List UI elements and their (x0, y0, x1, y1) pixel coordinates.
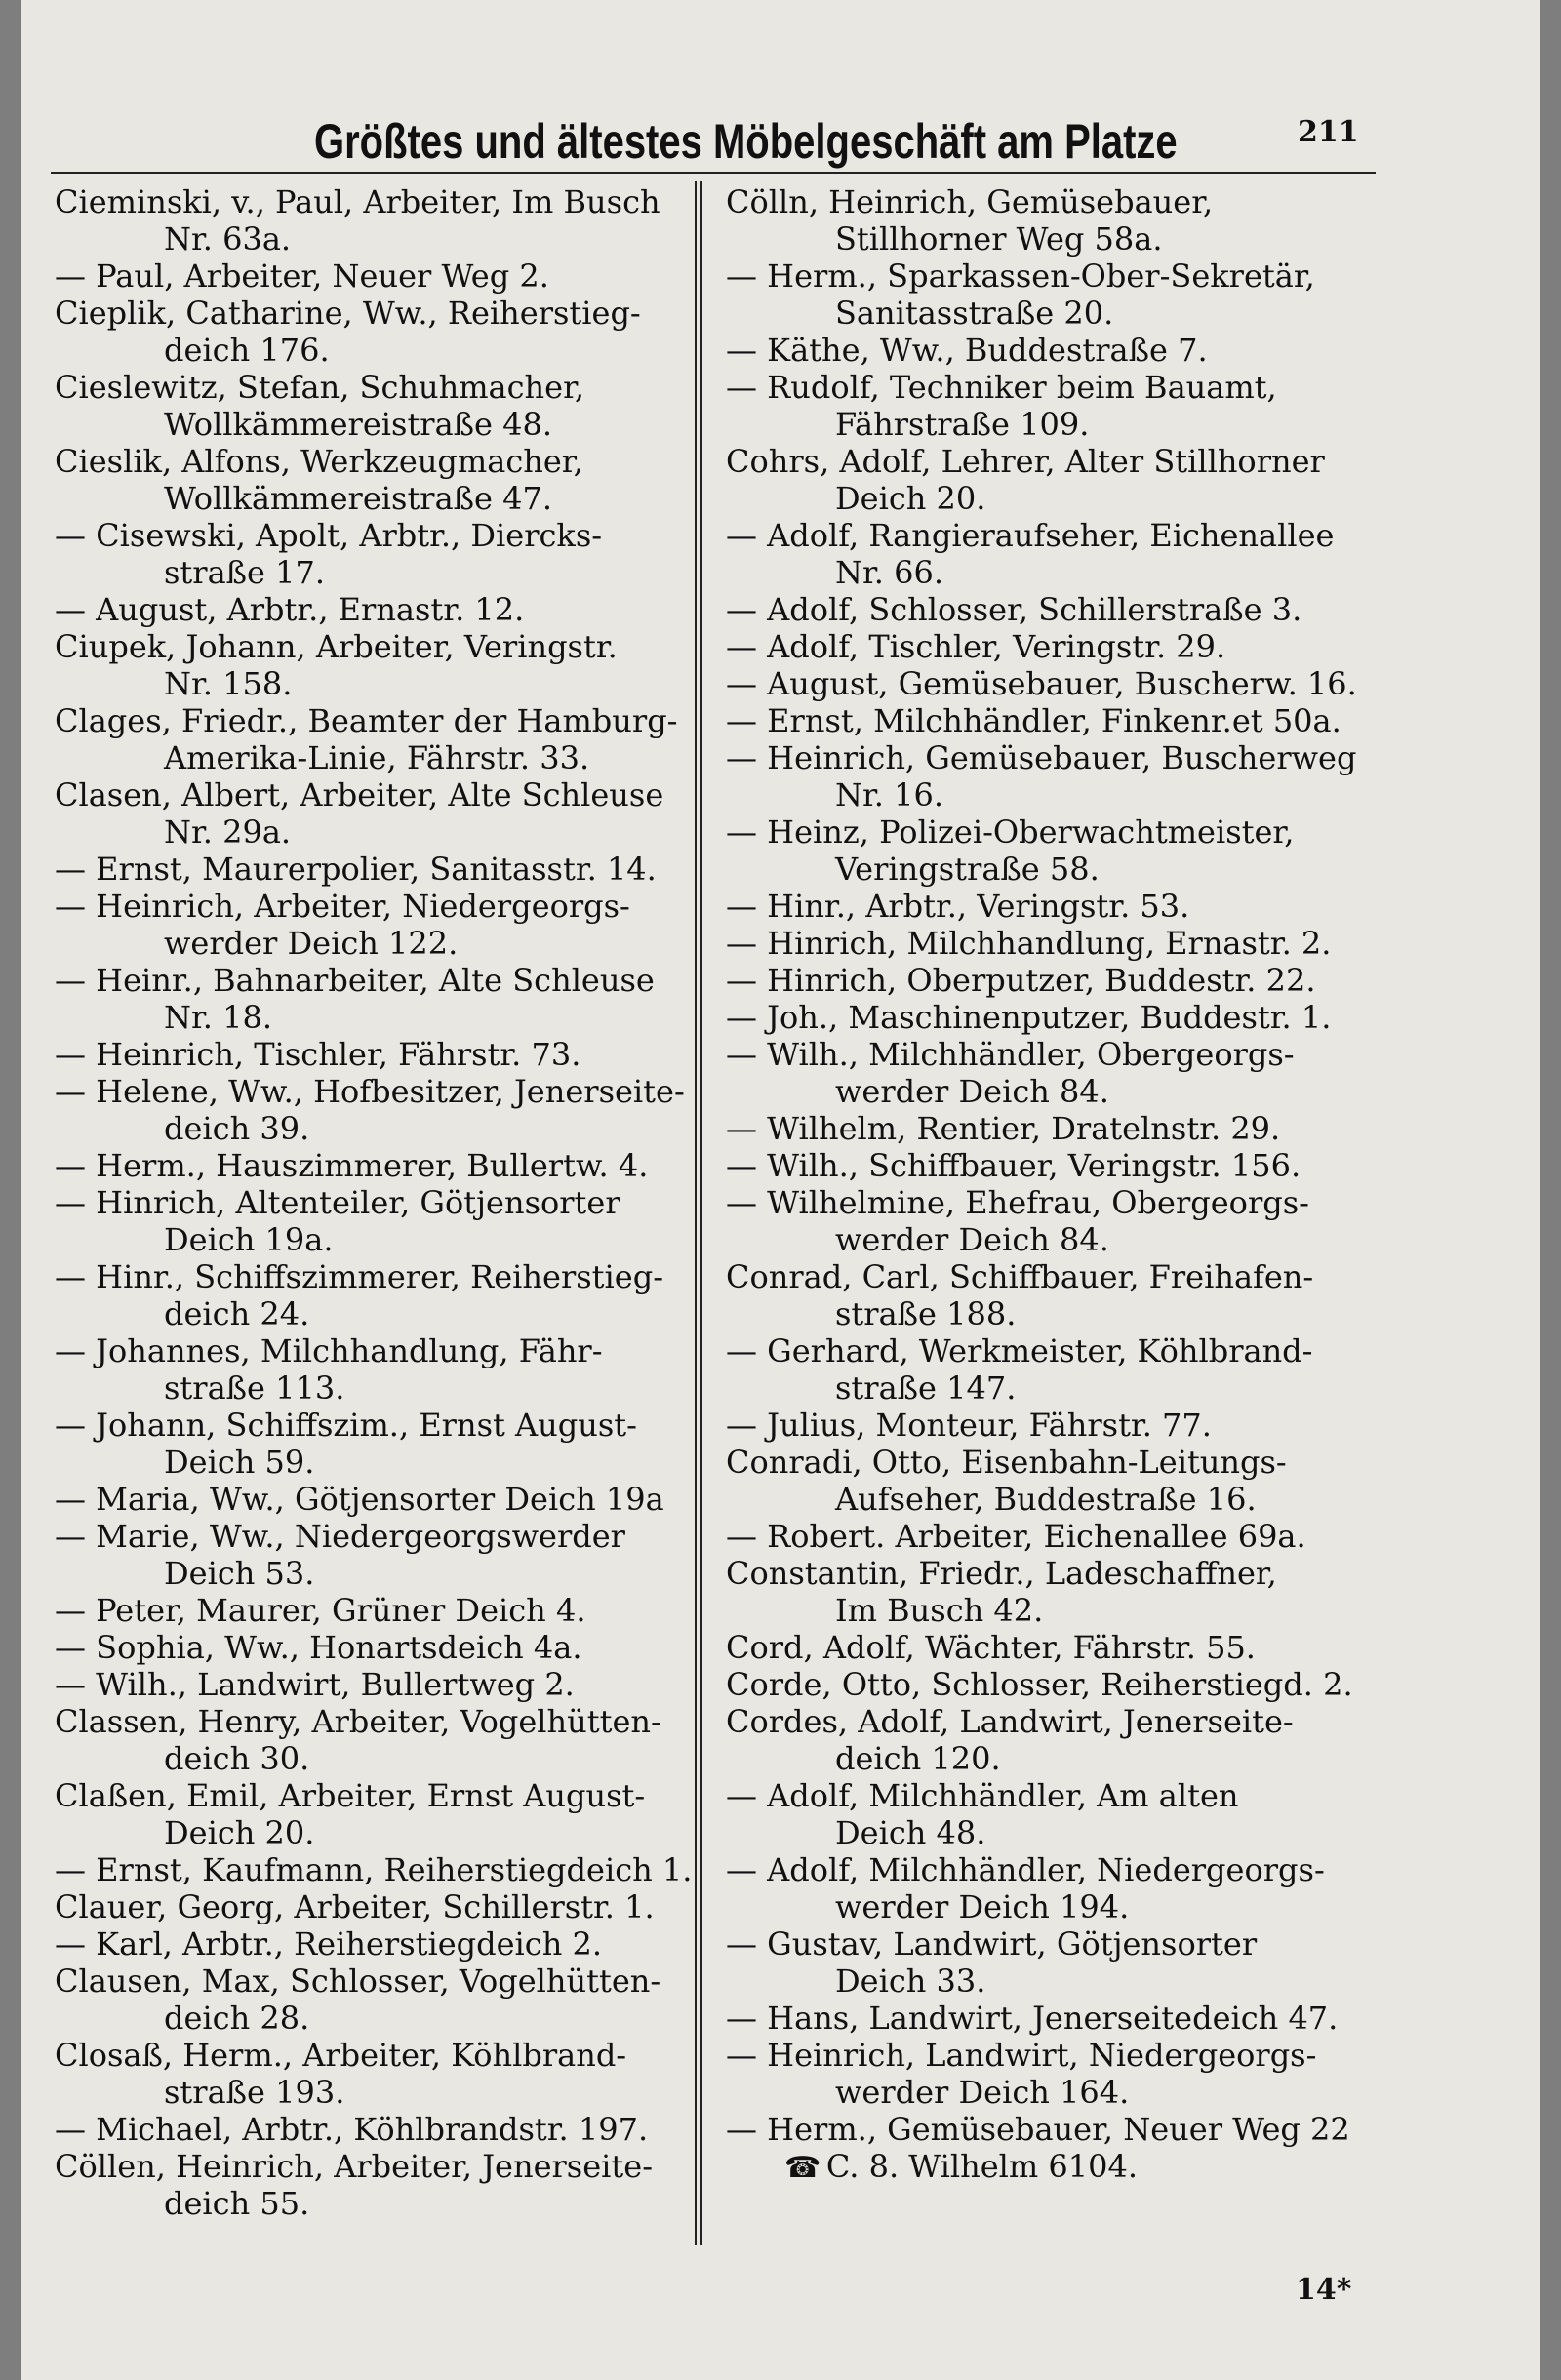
entry-line (55, 1518, 679, 1555)
entry-continuation-line (726, 480, 1370, 517)
entry-continuation-line (726, 1888, 1370, 1925)
entry-line (726, 665, 1370, 702)
entry-text: Cöllen, Heinrich, Arbeiter, Jenerseite- (55, 2148, 653, 2185)
entry-text: deich 39. (164, 1110, 310, 1147)
entry-text: — Cisewski, Apolt, Arbtr., Diercks- (55, 517, 603, 554)
entry-text: — August, Arbtr., Ernastr. 12. (55, 591, 525, 628)
entry-line (726, 628, 1370, 665)
entry-continuation-line (55, 2185, 679, 2222)
entry-line (55, 1592, 679, 1629)
entry-continuation-line (55, 813, 679, 851)
entry-continuation-line (55, 1444, 679, 1481)
entry-line (726, 1666, 1370, 1703)
entry-text: straße 193. (164, 2074, 345, 2111)
entry-text: Deich 33. (835, 1963, 986, 2000)
entry-continuation-line (55, 554, 679, 591)
entry-text: — Sophia, Ww., Honartsdeich 4a. (55, 1629, 582, 1666)
entry-line (55, 1888, 679, 1925)
entry-line (726, 1407, 1370, 1444)
entry-line (726, 999, 1370, 1036)
entry-text: — Herm., Hauszimmerer, Bullertw. 4. (55, 1147, 649, 1184)
entry-text: — Adolf, Milchhändler, Niedergeorgs- (726, 1851, 1325, 1888)
entry-line (55, 2148, 679, 2185)
entry-continuation-line (726, 1221, 1370, 1258)
entry-text: — Wilh., Schiffbauer, Veringstr. 156. (726, 1147, 1301, 1184)
entry-text: Conradi, Otto, Eisenbahn-Leitungs- (726, 1444, 1287, 1481)
entry-line (55, 1073, 685, 1110)
entry-continuation-line (55, 332, 679, 369)
entry-continuation-line (726, 406, 1370, 443)
entry-continuation-line (726, 1369, 1370, 1407)
entry-text: — Karl, Arbtr., Reiherstiegdeich 2. (55, 1925, 603, 1963)
entry-line (55, 888, 679, 925)
entry-text: — Adolf, Milchhändler, Am alten (726, 1777, 1239, 1814)
entry-text: Wollkämmereistraße 47. (164, 480, 553, 517)
entry-text: — Peter, Maurer, Grüner Deich 4. (55, 1592, 586, 1629)
entry-text: — Käthe, Ww., Buddestraße 7. (726, 332, 1208, 369)
entry-text: Amerika-Linie, Fährstr. 33. (164, 739, 590, 776)
entry-line (55, 295, 679, 332)
entry-line (726, 702, 1370, 739)
entry-line (726, 591, 1370, 628)
entry-text: werder Deich 164. (835, 2074, 1130, 2111)
entry-line (726, 183, 1370, 220)
entry-line (726, 1555, 1370, 1592)
entry-continuation-line (55, 1369, 679, 1407)
entry-text: — Robert. Arbeiter, Eichenallee 69a. (726, 1518, 1306, 1555)
entry-text: — Herm., Gemüsebauer, Neuer Weg 22 (726, 2111, 1350, 2148)
entry-text: Conrad, Carl, Schiffbauer, Freihafen- (726, 1258, 1314, 1295)
entry-line (55, 1851, 693, 1888)
entry-text: Nr. 66. (835, 554, 944, 591)
entry-text: Stillhorner Weg 58a. (835, 220, 1163, 258)
entry-line (726, 739, 1370, 776)
entry-text: Clages, Friedr., Beamter der Hamburg- (55, 702, 678, 739)
entry-text: Nr. 18. (164, 999, 273, 1036)
entry-text: werder Deich 194. (835, 1888, 1130, 1925)
entry-text: — Heinrich, Landwirt, Niedergeorgs- (726, 2037, 1317, 2074)
entry-text: Fährstraße 109. (835, 406, 1090, 443)
entry-continuation-line (55, 2074, 679, 2111)
entry-line (55, 183, 679, 220)
entry-line (726, 1851, 1370, 1888)
entry-text: Closaß, Herm., Arbeiter, Köhlbrand- (55, 2037, 627, 2074)
entry-text: Deich 48. (835, 1814, 986, 1851)
entry-text: — Wilh., Milchhändler, Obergeorgs- (726, 1036, 1295, 1073)
entry-continuation-line (55, 1110, 679, 1147)
entry-text: Classen, Henry, Arbeiter, Vogelhütten- (55, 1703, 661, 1740)
entry-text: straße 17. (164, 554, 326, 591)
entry-text: — Hinrich, Altenteiler, Götjensorter (55, 1184, 620, 1221)
entry-text: — Maria, Ww., Götjensorter Deich 19a (55, 1481, 664, 1518)
entry-line (726, 517, 1370, 554)
entry-line (55, 1666, 679, 1703)
entry-text: — Hinrich, Oberputzer, Buddestr. 22. (726, 962, 1316, 999)
entry-line (55, 1332, 679, 1369)
entry-continuation-line (726, 1592, 1370, 1629)
entry-text: Clausen, Max, Schlosser, Vogelhütten- (55, 1963, 661, 2000)
entry-continuation-line (55, 1555, 679, 1592)
entry-text: deich 30. (164, 1740, 310, 1777)
entry-text: — Wilh., Landwirt, Bullertweg 2. (55, 1666, 575, 1703)
entry-text: Nr. 63a. (164, 220, 292, 258)
entry-text: — Adolf, Rangieraufseher, Eichenallee (726, 517, 1335, 554)
entry-text: — Ernst, Kaufmann, Reiherstiegdeich 1. (55, 1851, 693, 1888)
entry-line (55, 1258, 679, 1295)
entry-text: — Paul, Arbeiter, Neuer Weg 2. (55, 258, 549, 295)
entry-line (726, 813, 1370, 851)
entry-text: Corde, Otto, Schlosser, Reiherstiegd. 2. (726, 1666, 1353, 1703)
entry-text: Nr. 158. (164, 665, 293, 702)
entry-line (55, 776, 679, 813)
entry-text: Cohrs, Adolf, Lehrer, Alter Stillhorner (726, 443, 1325, 480)
entry-text: Cieslewitz, Stefan, Schuhmacher, (55, 369, 585, 406)
entry-text: Deich 53. (164, 1555, 315, 1592)
entry-text: Veringstraße 58. (835, 851, 1100, 888)
entry-text: Nr. 16. (835, 776, 944, 813)
entry-text: werder Deich 122. (164, 925, 459, 962)
entry-text: — Gerhard, Werkmeister, Köhlbrand- (726, 1332, 1313, 1369)
entry-text: deich 24. (164, 1295, 310, 1332)
entry-line (726, 2037, 1370, 2074)
entry-continuation-line (726, 295, 1370, 332)
entry-text: — Hinrich, Milchhandlung, Ernastr. 2. (726, 925, 1332, 962)
entry-line (726, 925, 1370, 962)
entry-line (726, 962, 1370, 999)
entry-line (55, 591, 679, 628)
entry-continuation-line (726, 554, 1370, 591)
entry-text: Cieplik, Catharine, Ww., Reiherstieg- (55, 295, 641, 332)
entry-text: Deich 20. (164, 1814, 315, 1851)
entry-continuation-line (55, 220, 679, 258)
entry-text: Nr. 29a. (164, 813, 292, 851)
entry-line (55, 1629, 679, 1666)
signature-mark: 14* (1296, 2273, 1352, 2307)
entry-line (55, 1184, 679, 1221)
header-rule (51, 172, 1376, 179)
entry-continuation-line (55, 999, 679, 1036)
entry-text: Deich 59. (164, 1444, 315, 1481)
entry-text: Sanitasstraße 20. (835, 295, 1114, 332)
entry-text: Im Busch 42. (835, 1592, 1044, 1629)
entry-text: — Wilhelmine, Ehefrau, Obergeorgs- (726, 1184, 1309, 1221)
entry-continuation-line (726, 1963, 1370, 2000)
entry-text: — Helene, Ww., Hofbesitzer, Jenerseite- (55, 1073, 685, 1110)
entry-text: Deich 19a. (164, 1221, 334, 1258)
entry-continuation-line (55, 1221, 679, 1258)
left-column (55, 183, 693, 2222)
entry-text: — Marie, Ww., Niedergeorgswerder (55, 1518, 625, 1555)
entry-line (55, 369, 679, 406)
entry-line (726, 1036, 1370, 1073)
entry-line (726, 1518, 1370, 1555)
entry-text: Deich 20. (835, 480, 986, 517)
entry-text: — Ernst, Maurerpolier, Sanitasstr. 14. (55, 851, 657, 888)
entry-line (55, 1147, 679, 1184)
entry-text: straße 147. (835, 1369, 1017, 1407)
entry-text: — Heinz, Polizei-Oberwachtmeister, (726, 813, 1295, 851)
entry-line (55, 443, 679, 480)
page-header-title: Größtes und ältestes Möbelgeschäft am Platze (314, 114, 1178, 169)
entry-continuation-line (726, 1740, 1370, 1777)
entry-text: deich 28. (164, 2000, 310, 2037)
entry-continuation-line (726, 2148, 1370, 2185)
entry-line (726, 443, 1370, 480)
entry-text: Cölln, Heinrich, Gemüsebauer, (726, 183, 1214, 220)
entry-line (726, 1332, 1370, 1369)
entry-text: — Gustav, Landwirt, Götjensorter (726, 1925, 1258, 1963)
entry-text: — Joh., Maschinenputzer, Buddestr. 1. (726, 999, 1332, 1036)
entry-text: — Hinr., Schiffszimmerer, Reiherstieg- (55, 1258, 663, 1295)
entry-continuation-line (726, 1481, 1370, 1518)
directory-page (21, 0, 1540, 2380)
entry-text: — Johannes, Milchhandlung, Fähr- (55, 1332, 603, 1369)
entry-text: — Herm., Sparkassen-Ober-Sekretär, (726, 258, 1315, 295)
entry-line (726, 888, 1370, 925)
entry-text: Claßen, Emil, Arbeiter, Ernst August- (55, 1777, 646, 1814)
entry-text: Aufseher, Buddestraße 16. (835, 1481, 1257, 1518)
entry-line (726, 1110, 1370, 1147)
entry-continuation-line (55, 406, 679, 443)
entry-continuation-line (55, 1740, 679, 1777)
entry-line (55, 1925, 679, 1963)
entry-text: — Heinrich, Arbeiter, Niedergeorgs- (55, 888, 630, 925)
page-number: 211 (1298, 115, 1359, 149)
entry-text: — Julius, Monteur, Fährstr. 77. (726, 1407, 1212, 1444)
entry-text: — August, Gemüsebauer, Buscherw. 16. (726, 665, 1357, 702)
entry-line (55, 1407, 679, 1444)
entry-line (726, 332, 1370, 369)
entry-continuation-line (726, 776, 1370, 813)
entry-text: Cordes, Adolf, Landwirt, Jenerseite- (726, 1703, 1294, 1740)
entry-line (726, 2000, 1370, 2037)
column-divider (695, 181, 702, 2245)
entry-continuation-line (726, 851, 1370, 888)
entry-continuation-line (55, 1295, 679, 1332)
entry-line (55, 851, 679, 888)
entry-text: — Adolf, Schlosser, Schillerstraße 3. (726, 591, 1302, 628)
right-column (726, 183, 1370, 2185)
entry-continuation-line (726, 220, 1370, 258)
entry-line (55, 2111, 679, 2148)
entry-text: straße 113. (164, 1369, 345, 1407)
entry-text: — Heinrich, Gemüsebauer, Buscherweg (726, 739, 1357, 776)
entry-line (726, 1258, 1370, 1295)
entry-line (55, 962, 679, 999)
entry-text: — Hans, Landwirt, Jenerseitedeich 47. (726, 2000, 1339, 2037)
entry-continuation-line (726, 1295, 1370, 1332)
entry-line (726, 1703, 1370, 1740)
entry-text: Clauer, Georg, Arbeiter, Schillerstr. 1. (55, 1888, 655, 1925)
entry-text: — Johann, Schiffszim., Ernst August- (55, 1407, 637, 1444)
entry-line (55, 517, 679, 554)
entry-line (55, 1777, 679, 1814)
entry-line (55, 2037, 679, 2074)
entry-continuation-line (55, 480, 679, 517)
entry-continuation-line (55, 2000, 679, 2037)
entry-text: Clasen, Albert, Arbeiter, Alte Schleuse (55, 776, 664, 813)
entry-line (726, 1777, 1370, 1814)
entry-text: — Ernst, Milchhändler, Finkenr.et 50a. (726, 702, 1341, 739)
entry-text: deich 176. (164, 332, 330, 369)
entry-text: werder Deich 84. (835, 1221, 1109, 1258)
entry-text: Constantin, Friedr., Ladeschaffner, (726, 1555, 1277, 1592)
entry-line (726, 2111, 1370, 2148)
entry-continuation-line (726, 2074, 1370, 2111)
entry-text: — Wilhelm, Rentier, Dratelnstr. 29. (726, 1110, 1281, 1147)
entry-text: — Michael, Arbtr., Köhlbrandstr. 197. (55, 2111, 649, 2148)
entry-line (726, 369, 1370, 406)
entry-text: — Hinr., Arbtr., Veringstr. 53. (726, 888, 1190, 925)
entry-text: werder Deich 84. (835, 1073, 1109, 1110)
entry-line (726, 1629, 1370, 1666)
entry-text: C. 8. Wilhelm 6104. (825, 2148, 1138, 2185)
entry-continuation-line (55, 1814, 679, 1851)
entry-text: — Heinrich, Tischler, Fährstr. 73. (55, 1036, 581, 1073)
entry-line (726, 1925, 1370, 1963)
entry-line (55, 1036, 679, 1073)
entry-line (55, 1481, 679, 1518)
entry-text: — Rudolf, Techniker beim Bauamt, (726, 369, 1277, 406)
entry-line (55, 1963, 679, 2000)
entry-continuation-line (726, 1814, 1370, 1851)
entry-continuation-line (55, 739, 679, 776)
entry-continuation-line (726, 1073, 1370, 1110)
entry-line (55, 702, 679, 739)
entry-line (726, 1184, 1370, 1221)
entry-text: — Heinr., Bahnarbeiter, Alte Schleuse (55, 962, 655, 999)
entry-text: Cord, Adolf, Wächter, Fährstr. 55. (726, 1629, 1256, 1666)
entry-text: deich 55. (164, 2185, 310, 2222)
entry-line (726, 1444, 1370, 1481)
entry-line (55, 1703, 679, 1740)
entry-continuation-line (55, 925, 679, 962)
entry-line (55, 258, 679, 295)
entry-line (726, 258, 1370, 295)
entry-text: deich 120. (835, 1740, 1001, 1777)
entry-text: Cieslik, Alfons, Werkzeugmacher, (55, 443, 583, 480)
entry-text: straße 188. (835, 1295, 1017, 1332)
entry-text: — Adolf, Tischler, Veringstr. 29. (726, 628, 1226, 665)
telephone-icon: ☎ (784, 2151, 826, 2185)
entry-text: Ciupek, Johann, Arbeiter, Veringstr. (55, 628, 618, 665)
entry-text: Wollkämmereistraße 48. (164, 406, 553, 443)
entry-text: Cieminski, v., Paul, Arbeiter, Im Busch (55, 183, 660, 220)
entry-line (726, 1147, 1370, 1184)
entry-continuation-line (55, 665, 679, 702)
entry-line (55, 628, 679, 665)
